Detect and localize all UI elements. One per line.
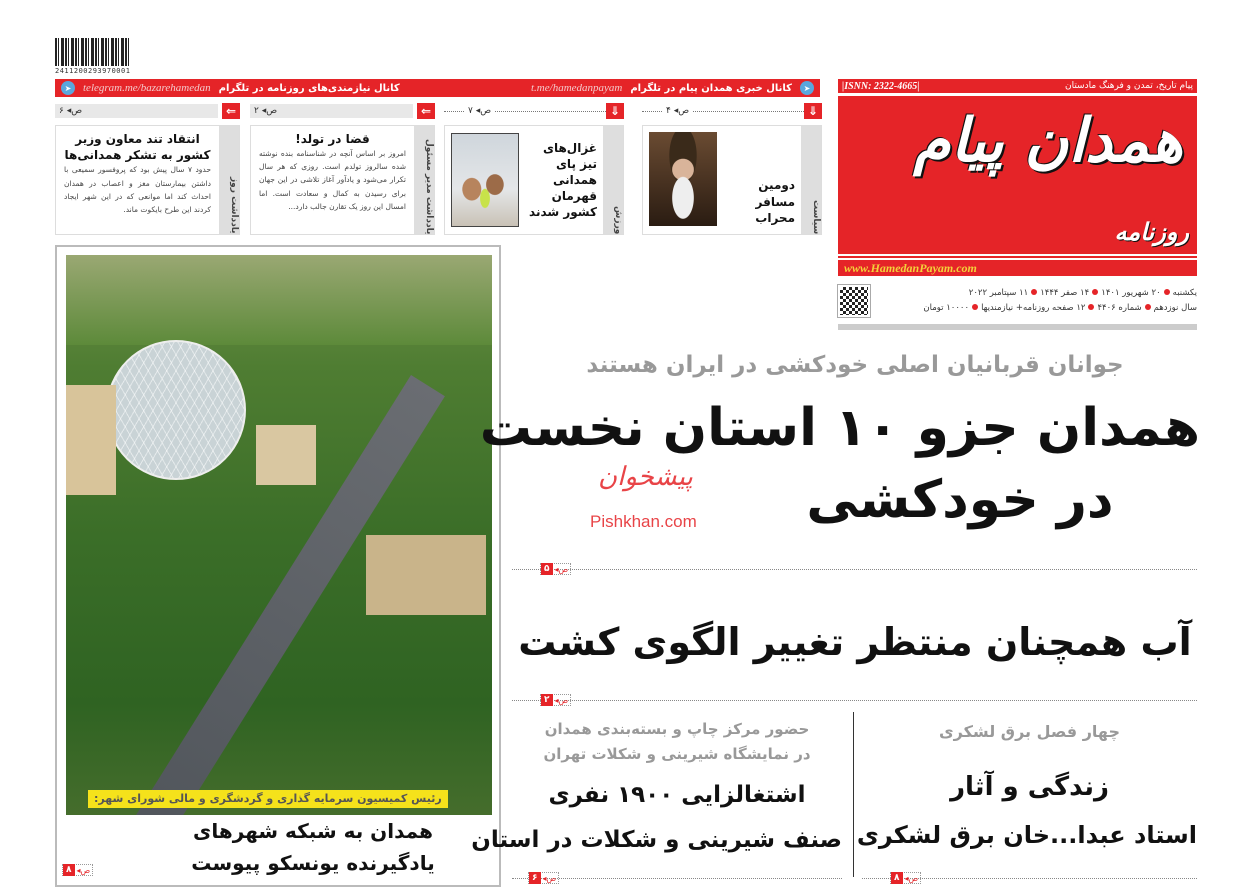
story3-headline-1[interactable]: اشتغالزایی ۱۹۰۰ نفری bbox=[548, 782, 806, 808]
arrow-down-icon: ⇓ bbox=[804, 103, 822, 119]
separator bbox=[512, 878, 842, 879]
page-ref[interactable]: ۸ ◂ص bbox=[62, 864, 93, 876]
hamedan-aerial-photo bbox=[66, 255, 492, 815]
arrow-down-icon: ⇓ bbox=[606, 103, 624, 119]
page-ref[interactable]: ۶ ◂ص bbox=[55, 104, 218, 118]
barcode bbox=[55, 38, 131, 66]
teaser-politics[interactable] bbox=[642, 125, 822, 235]
news-channel-url[interactable]: t.me/hamedanpayam bbox=[531, 82, 623, 94]
issn: |ISNN: 2322-4665| bbox=[842, 80, 920, 92]
teaser-header-1 bbox=[642, 103, 822, 119]
section-label: سیاست bbox=[801, 126, 821, 234]
teaser-body: امروز بر اساس آنچه در شناسنامه بنده نوشته شده سالروز تولدم است. روزی که هر سال تکرار می‌شود و یادآور آغاز تلاشی در این جهان برای رسیدن به کمال و سعادت است. اما امسال این روز یک تقارن جالب دارد... bbox=[259, 149, 406, 211]
section-label: یادداشت مدیر مسئول bbox=[414, 126, 434, 234]
page-ref[interactable]: ۴ ◂ص bbox=[666, 106, 690, 116]
story4-headline-1[interactable]: زندگی و آثار bbox=[950, 772, 1109, 802]
watermark-en: Pishkhan.com bbox=[590, 512, 697, 531]
teaser-body: حدود ۷ سال پیش بود که پروفسور سمیعی با داشتن بیمارستان مغز و اعصاب در همدان احداث کند اما موانعی که در این شهر ایجاد کردند این طرح بایکوت ماند. bbox=[64, 165, 212, 214]
cleric-portrait bbox=[649, 132, 717, 226]
ads-channel-url[interactable]: telegram.me/bazarehamedan bbox=[83, 82, 211, 94]
lead-headline-1[interactable]: همدان جزو ۱۰ استان نخست bbox=[479, 398, 1200, 458]
date-line: یکشنبه۲۰ شهریور ۱۴۰۱۱۴ صفر ۱۴۴۴۱۱ سپتامبر ۲۰۲۲ bbox=[968, 288, 1197, 298]
logo-main-text: همدان پیام bbox=[913, 106, 1183, 176]
teaser-daily-note[interactable] bbox=[55, 125, 240, 235]
sprinters-photo bbox=[451, 133, 519, 227]
teaser-title: دومین مسافر محراب bbox=[755, 178, 795, 225]
qr-code[interactable] bbox=[838, 285, 870, 317]
story3-kicker-2: در نمایشگاه شیرینی و شکلات تهران bbox=[543, 745, 811, 763]
teaser-title: انتقاد تند معاون وزیر کشور به تشکر همدانی‌ها bbox=[64, 132, 211, 163]
telegram-icon: ➤ bbox=[61, 81, 75, 95]
page-ref[interactable]: ۸ ◂ص bbox=[890, 872, 921, 884]
telegram-strip bbox=[55, 79, 820, 97]
page-ref[interactable]: ۷ ◂ص bbox=[468, 106, 492, 116]
page-ref[interactable]: ۵ ◂ص bbox=[540, 563, 571, 575]
issue-info-line: سال نوزدهمشماره ۴۴۰۶۱۲ صفحه روزنامه+ نیازمندیها۱۰۰۰۰ تومان bbox=[923, 303, 1197, 313]
teaser-header-4 bbox=[55, 103, 240, 119]
story3-headline-2[interactable]: صنف شیرینی و شکلات در استان bbox=[471, 827, 842, 853]
page-ref[interactable]: ۶ ◂ص bbox=[528, 872, 559, 884]
barcode-number: 2411200293970001 bbox=[55, 67, 131, 75]
page-ref[interactable]: ۲ ◂ص bbox=[250, 104, 413, 118]
section-label: یادداشت روز bbox=[219, 126, 239, 234]
story2-headline[interactable]: آب همچنان منتظر تغییر الگوی کشت bbox=[518, 620, 1192, 664]
separator bbox=[512, 700, 1197, 701]
page-ref[interactable]: ۲ ◂ص bbox=[540, 694, 571, 706]
teaser-title: غزال‌های تیز پای همدانی قهرمان کشور شدند bbox=[529, 140, 597, 220]
teaser-editor-note[interactable] bbox=[250, 125, 435, 235]
news-channel-label: کانال خبری همدان پیام در تلگرام bbox=[630, 82, 792, 94]
lead-headline-2[interactable]: در خودکشی bbox=[806, 470, 1114, 530]
story4-kicker: چهار فصل برق لشکری bbox=[938, 722, 1121, 741]
divider bbox=[838, 324, 1197, 330]
tagline: پیام تاریخ، تمدن و فرهنگ مادستان bbox=[1064, 81, 1193, 91]
newspaper-logo bbox=[838, 96, 1197, 254]
story4-headline-2[interactable]: استاد عبدا...خان برق لشکری bbox=[856, 821, 1197, 849]
teaser-sports[interactable] bbox=[444, 125, 624, 235]
telegram-icon: ➤ bbox=[800, 81, 814, 95]
separator bbox=[512, 569, 1197, 570]
photo-story-headline-1[interactable]: همدان به شبکه شهرهای bbox=[193, 819, 433, 843]
arrow-left-icon: ⇐ bbox=[222, 103, 240, 119]
teaser-header-3 bbox=[250, 103, 435, 119]
teaser-title: قضا در تولد! bbox=[295, 132, 370, 146]
ads-channel-label: کانال نیازمندی‌های روزنامه در تلگرام bbox=[218, 82, 400, 94]
column-divider bbox=[853, 712, 854, 877]
lead-kicker: جوانان قربانیان اصلی خودکشی در ایران هستند bbox=[586, 352, 1124, 378]
story3-kicker-1: حضور مرکز چاپ و بسته‌بندی همدان bbox=[544, 720, 810, 738]
watermark-fa: پیشخوان bbox=[598, 462, 693, 492]
masthead bbox=[838, 79, 1197, 281]
section-label: ورزش bbox=[603, 126, 623, 234]
photo-story-headline-2[interactable]: یادگیرنده یونسکو پیوست bbox=[191, 851, 435, 875]
photo-caption: رئیس کمیسیون سرمایه گذاری و گردشگری و مالی شورای شهر: bbox=[88, 790, 448, 808]
dome bbox=[106, 340, 246, 480]
arrow-left-icon: ⇐ bbox=[417, 103, 435, 119]
website-url[interactable]: www.HamedanPayam.com bbox=[838, 260, 1197, 276]
logo-sub-text: روزنامه bbox=[1114, 217, 1189, 246]
teaser-header-2 bbox=[444, 103, 624, 119]
